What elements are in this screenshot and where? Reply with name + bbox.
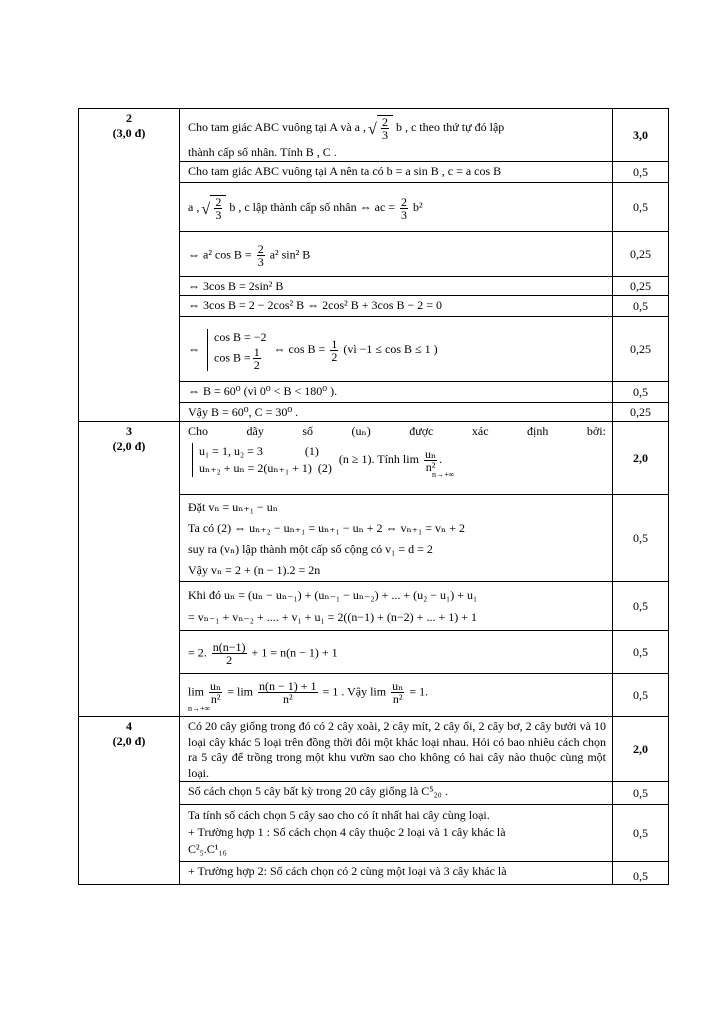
q2-points: (3,0 đ) (112, 126, 146, 140)
q3-step-3 (180, 631, 613, 674)
q4-step-1: Số cách chọn 5 cây bất kỳ trong 20 cây giống là C⁵₂₀ . (180, 782, 613, 805)
lim-subscript: n→+∞ (432, 470, 455, 479)
q2-step-3-a: ⇔ a² cos B = (188, 246, 252, 261)
q4-step-3-score: 0,5 (613, 862, 669, 885)
lim-label: lim (370, 683, 387, 698)
q4-total-score: 2,0 (613, 717, 669, 782)
frac-den: n² (392, 691, 403, 706)
fraction (258, 680, 318, 705)
q3-block-1-line: Đặt vₙ = uₙ₊₁ − uₙ (188, 500, 278, 514)
frac-den: 2 (253, 358, 260, 372)
q2-prompt-a: Cho tam giác ABC vuông tại A và a , (188, 119, 366, 134)
frac-den: 2 (226, 652, 233, 667)
q2-step-5: ⇔ 3cos B = 2 − 2cos² B ⇔ 2cos² B + 3cos B − 2 = 0 (180, 296, 613, 317)
q2-step-6-score: 0,25 (613, 317, 669, 382)
q2-step-6-mid: ⇔ cos B = (273, 341, 326, 356)
fraction (424, 448, 437, 473)
q3-step-4-tail: = 1 . Vậy (322, 683, 368, 698)
q3-header-row (79, 422, 669, 495)
solution-table (78, 108, 669, 885)
q4-step-3: + Trường hợp 2: Số cách chọn có 2 cùng một loại và 3 cây khác là (180, 862, 613, 885)
q3-block-1-line: Vậy vₙ = 2 + (n − 1).2 = 2n (188, 563, 321, 577)
q4-number: 4 (126, 719, 132, 733)
recurrence-1-tag: (1) (304, 444, 319, 458)
word: (uₙ) (351, 424, 371, 438)
q3-step-3-a: = 2. (188, 644, 207, 659)
recurrence-2-eq: uₙ₊₂ + uₙ = 2(uₙ₊₁ + 1) (199, 461, 312, 475)
frac-num: √ 2 (381, 115, 388, 129)
frac-den: 2 (331, 349, 338, 364)
q4-number-cell (79, 717, 180, 885)
word: bởi: (586, 424, 606, 438)
fraction (400, 196, 408, 221)
q2-step-6 (180, 317, 613, 382)
q2-step-8-score: 0,25 (613, 403, 669, 422)
cases-system (207, 329, 267, 371)
q2-step-2-c: b² (413, 199, 423, 214)
q2-prompt-b: b , c theo thứ tự đó lập (395, 119, 505, 134)
fraction (253, 346, 261, 371)
q4-step-1-score: 0,5 (613, 782, 669, 805)
q3-block-2-line: = vₙ₋₁ + vₙ₋₂ + .... + v₁ + u₁ = 2((n−1) + (n−2) + ... + 1) + 1 (188, 610, 477, 624)
lim-subscript: n→+∞ (188, 703, 211, 713)
q2-step-1-score: 0,5 (613, 162, 669, 183)
q3-block-2 (180, 582, 613, 631)
q3-step-3-score: 0,5 (613, 631, 669, 674)
recurrence-system (192, 443, 332, 477)
q3-step-4-end: = 1. (409, 683, 429, 698)
q2-step-2-b: b , c lập thành cấp số nhân ⇔ ac = (229, 199, 396, 214)
fraction (209, 680, 222, 705)
q2-step-2-score: 0,5 (613, 183, 669, 232)
lim-label: lim (188, 683, 205, 698)
solution-table-container (78, 108, 668, 898)
q3-number: 3 (126, 424, 132, 438)
word: xác (471, 424, 489, 438)
word: được (409, 424, 434, 438)
word: dãy (246, 424, 264, 438)
q2-step-6-lead: ⇔ (188, 341, 200, 356)
frac-num: uₙ (210, 678, 222, 693)
frac-num: uₙ (424, 446, 437, 461)
frac-num: n(n − 1) + 1 (259, 678, 317, 693)
q2-step-4: ⇔ 3cos B = 2sin² B (180, 277, 613, 296)
q3-step-4 (180, 674, 613, 717)
q2-step-4-score: 0,25 (613, 277, 669, 296)
q2-step-3-b: a² sin² B (269, 246, 311, 261)
q2-total-score: 3,0 (613, 109, 669, 162)
frac-num: 2 (401, 194, 408, 209)
frac-den: n² (425, 459, 436, 474)
q2-step-7: ⇔ B = 60⁰ (vì 0⁰ < B < 180⁰ ). (180, 382, 613, 403)
frac-num: √ 2 (215, 195, 222, 209)
q2-header-row (79, 109, 669, 162)
q3-block-1-score: 0,5 (613, 495, 669, 582)
q4-step-2-b: + Trường hợp 1 : Số cách chọn 4 cây thuộc 2 loại và 1 cây khác là (188, 825, 506, 839)
equals: = (227, 683, 234, 698)
case-2-lhs: cos B = (214, 350, 251, 365)
q3-system-line: u₁ = 1, u₂ = 3 (1) uₙ₊₂ + uₙ = 2(uₙ₊₁ + 1) (2) (n ≥ 1). Tính lim $\frac{\text{uₙ}}{\text{n²}}$ . n→+∞ (188, 441, 606, 479)
q2-step-2-a: a , (188, 199, 200, 214)
frac-num: 1 (253, 345, 260, 359)
frac-num: 1 (331, 336, 338, 351)
q3-block-1-line: suy ra (vₙ) lập thành một cấp số cộng có v₁ = d = 2 (188, 542, 433, 556)
q3-block-2-line: Khi đó uₙ = (uₙ − uₙ₋₁) + (uₙ₋₁ − uₙ₋₂) + ... + (u₂ − u₁) + u₁ (188, 588, 478, 602)
q2-step-8: Vậy B = 60⁰, C = 30⁰ . (180, 403, 613, 422)
word: định (527, 424, 549, 438)
q2-step-7-score: 0,5 (613, 382, 669, 403)
fraction (330, 338, 338, 363)
word: Cho (188, 424, 209, 438)
q4-prompt: Có 20 cây giống trong đó có 2 cây xoài, 2 cây mít, 2 cây ổi, 2 cây bơ, 2 cây bưởi và 10 loại cây khác 5 loại trên đồng thời đôi một khác loại nhau. Hỏi có bao nhiêu cách chọn ra 5 cây để trồng trong một khu vườn sao cho không có hai cây nào thuộc cùng một loại. (180, 717, 613, 782)
q4-step-2-c: C²₅.C¹₁₆ (188, 842, 227, 856)
q2-step-6-note: (vì −1 ≤ cos B ≤ 1 ) (343, 341, 438, 356)
fraction (257, 243, 265, 268)
recurrence-2 (199, 460, 332, 477)
q3-number-cell (79, 422, 180, 717)
frac-den: 3 (401, 207, 408, 222)
frac-den: n² (282, 691, 293, 706)
q2-number-cell (79, 109, 180, 422)
sqrt-two-thirds (210, 195, 226, 221)
q2-step-3 (180, 232, 613, 277)
q3-points: (2,0 đ) (112, 439, 146, 453)
q4-header-row (79, 717, 669, 782)
q3-prompt (180, 422, 613, 495)
frac-den: 3 (257, 254, 264, 269)
q2-step-5-score: 0,5 (613, 296, 669, 317)
q2-step-1: Cho tam giác ABC vuông tại A nên ta có b = a sin B , c = a cos B (180, 162, 613, 183)
frac-den: n² (210, 691, 221, 706)
q3-step-4-score: 0,5 (613, 674, 669, 717)
q4-step-2 (180, 805, 613, 862)
q3-condition: (n ≥ 1). Tính lim (338, 451, 419, 466)
q3-step-3-b: + 1 = n(n − 1) + 1 (251, 644, 338, 659)
q4-step-2-a: Ta tính số cách chọn 5 cây sao cho có ít nhất hai cây cùng loại. (188, 808, 490, 822)
word: số (302, 424, 314, 438)
lim-label: lim (237, 683, 254, 698)
q3-total-score: 2,0 (613, 422, 669, 495)
q3-block-1-line: Ta có (2) ⇔ uₙ₊₂ − uₙ₊₁ = uₙ₊₁ − uₙ + 2 ⇔ vₙ₊₁ = vₙ + 2 (188, 521, 465, 535)
recurrence-2-tag: (2) (317, 461, 332, 475)
case-2 (214, 346, 267, 371)
q4-points: (2,0 đ) (112, 734, 146, 748)
frac-den: 3 (215, 208, 222, 222)
q2-step-3-score: 0,25 (613, 232, 669, 277)
q3-prompt-line (188, 424, 606, 439)
q2-step-2 (180, 183, 613, 232)
sqrt-two-thirds (377, 115, 393, 141)
fraction (391, 680, 404, 705)
recurrence-1 (199, 443, 332, 460)
q3-block-1 (180, 495, 613, 582)
q2-number: 2 (126, 111, 132, 125)
case-1: cos B = −2 (214, 330, 267, 344)
fraction (212, 641, 247, 666)
frac-num: uₙ (392, 678, 404, 693)
q2-prompt (180, 109, 613, 162)
q3-block-2-score: 0,5 (613, 582, 669, 631)
frac-den: 3 (381, 128, 388, 142)
frac-num: 2 (257, 241, 264, 256)
q2-prompt-c: thành cấp số nhân. Tính B , C . (188, 145, 337, 159)
q4-step-2-score: 0,5 (613, 805, 669, 862)
recurrence-1-eq: u₁ = 1, u₂ = 3 (199, 444, 263, 458)
frac-num: n(n−1) (212, 639, 246, 654)
